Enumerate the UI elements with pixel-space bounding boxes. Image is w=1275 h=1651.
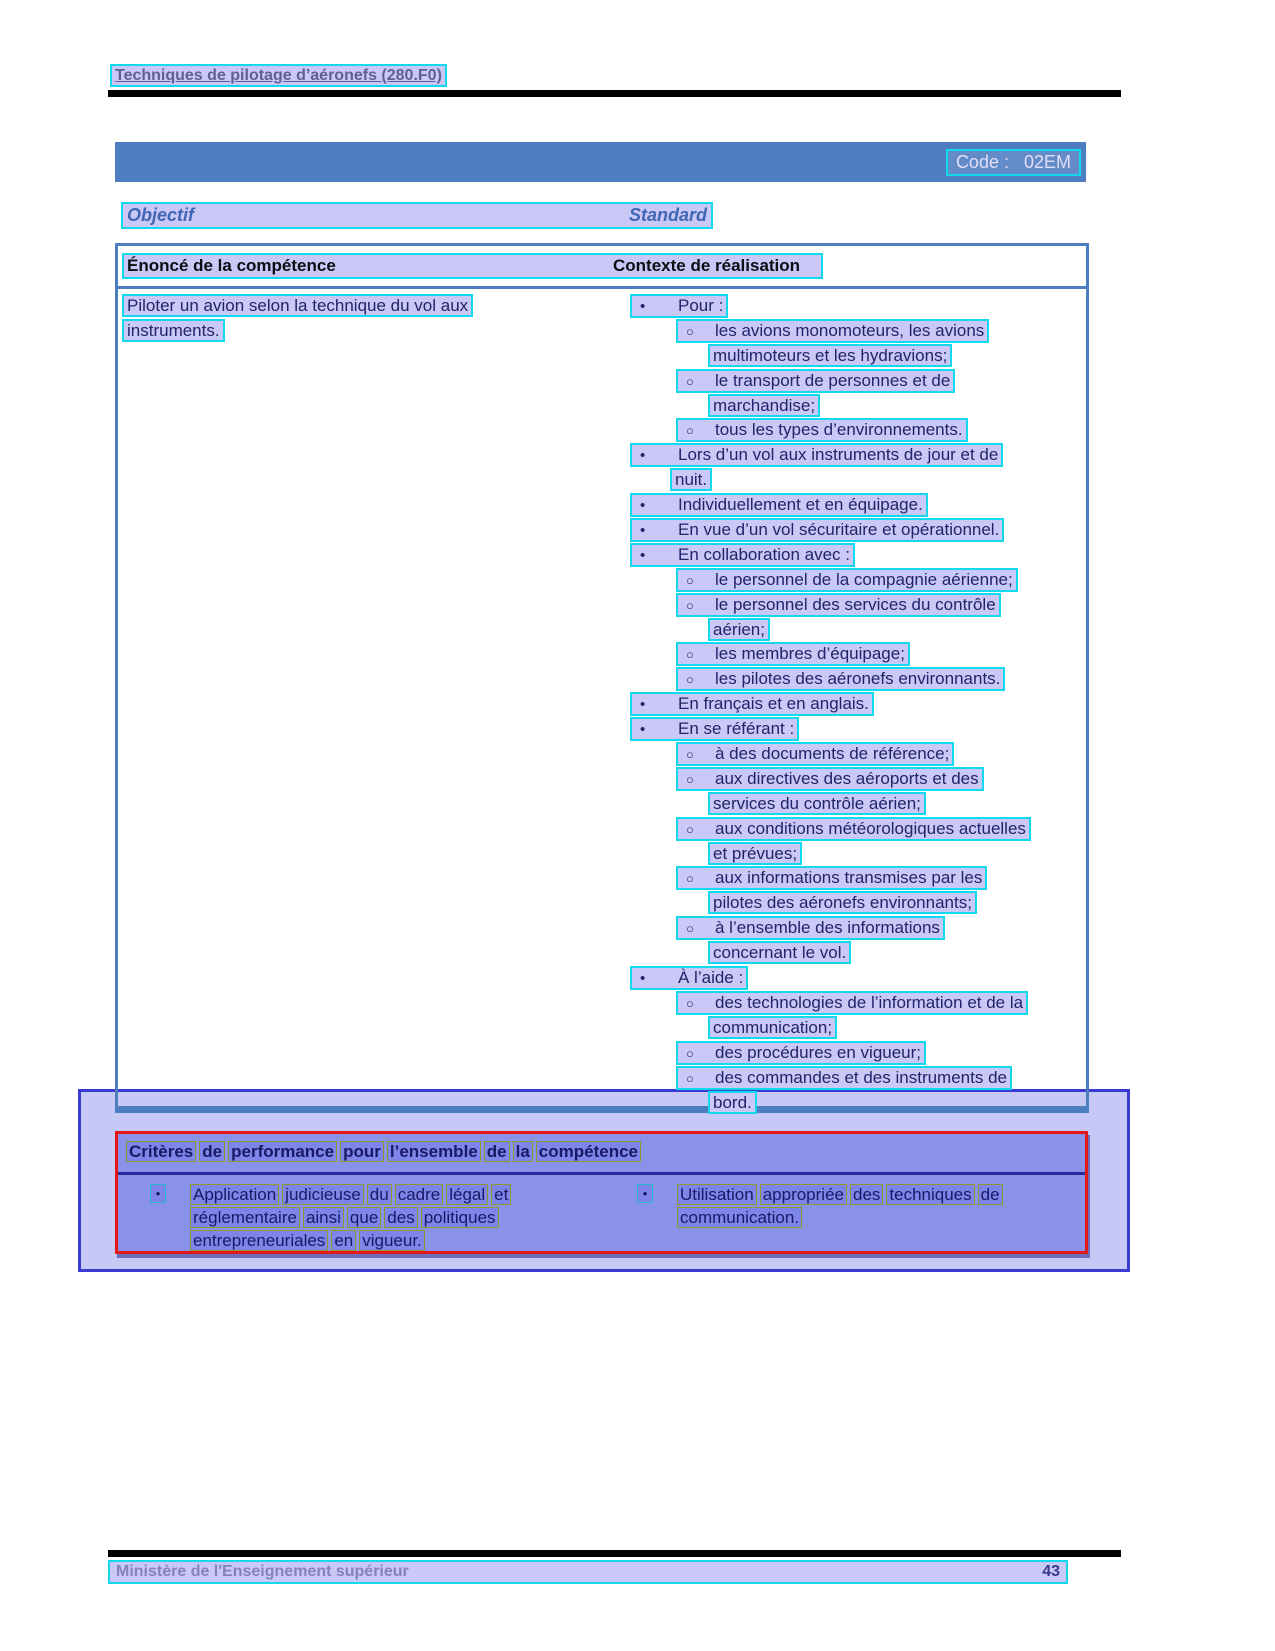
context-line-strip [676,568,1018,592]
context-line [630,593,1031,618]
context-line-text: En français et en anglais. [678,694,869,714]
context-line [630,717,1031,742]
context-list [630,294,1031,1115]
context-line-strip [630,294,728,318]
context-line [630,991,1031,1016]
context-line-text: des commandes et des instruments de [715,1067,1007,1087]
word-box: du [367,1184,392,1205]
context-line-text: aux informations transmises par les [715,868,983,888]
word-box: pour [340,1141,384,1162]
list-bullet-icon [681,918,715,938]
word-box: vigueur. [359,1230,425,1251]
footer-page-number: 43 [1042,1563,1060,1580]
list-bullet-icon [681,420,715,440]
context-line-text: à l’ensemble des informations [715,918,940,938]
context-line [630,1016,1031,1041]
context-line-strip [630,966,748,990]
context-line-strip [708,394,820,417]
context-line [630,966,1031,991]
context-line-strip [708,941,851,964]
criteria-title [126,1141,644,1162]
word-box: l’ensemble [387,1141,481,1162]
word-box: la [513,1141,533,1162]
context-line-text: bord. [713,1092,752,1112]
criteria-box [115,1131,1088,1254]
objectif-heading: Objectif [127,205,195,225]
list-bullet-icon [681,744,715,764]
context-line-strip [676,1066,1012,1090]
list-bullet-icon [635,495,678,515]
list-bullet-icon [635,545,678,565]
context-line-strip [708,618,770,641]
competence-line [122,294,473,319]
criteria-line-words [190,1184,514,1204]
list-bullet-icon [681,993,715,1013]
context-line-strip [676,418,968,442]
context-line [630,543,1031,568]
context-line [630,792,1031,817]
word-box: de [484,1141,510,1162]
context-line [630,817,1031,842]
list-bullet-icon [681,868,715,888]
context-line-text: Individuellement et en équipage. [678,495,923,515]
word-box: réglementaire [190,1207,300,1228]
context-line [630,742,1031,767]
context-line [630,443,1031,468]
context-line [630,369,1031,394]
header-rule [108,90,1121,97]
context-line-strip [630,717,799,741]
context-line [630,518,1031,543]
list-bullet-icon [635,719,678,739]
word-box: judicieuse [282,1184,364,1205]
context-line-text: aux conditions météorologiques actuelles [715,818,1026,838]
word-box: performance [228,1141,337,1162]
context-line [630,1041,1031,1066]
context-line-text: à des documents de référence; [715,744,950,764]
criteria-line [637,1207,1006,1230]
criteria-line [150,1207,514,1230]
word-box: en [331,1230,356,1251]
list-bullet-icon [681,669,715,689]
context-line [630,394,1031,419]
context-line-strip [630,692,874,716]
context-line [630,842,1031,867]
code-badge: Code : 02EM [946,149,1081,176]
standard-heading: Standard [628,205,707,225]
list-bullet-icon [681,595,715,615]
list-bullet-icon [681,321,715,341]
list-bullet-icon: • [150,1184,166,1203]
criteria-divider [118,1172,1085,1175]
context-line [630,667,1031,692]
word-box: de [199,1141,225,1162]
footer-ministry: Ministère de l'Enseignement supérieur [116,1563,409,1580]
context-line-text: des technologies de l’information et de la [715,992,1024,1012]
list-bullet-icon [635,520,678,540]
context-line-text: des procédures en vigueur; [715,1042,922,1062]
context-line [630,294,1031,319]
list-bullet-icon [681,371,715,391]
context-line [630,642,1031,667]
word-box: appropriée [760,1184,847,1205]
criteria-left-column [150,1184,514,1253]
context-line [630,418,1031,443]
list-bullet-icon [635,968,678,988]
context-line-strip [630,443,1003,467]
context-line-strip [676,742,954,766]
list-bullet-icon [681,1043,715,1063]
context-line-text: et prévues; [713,843,798,863]
context-line-strip [676,319,989,343]
competence-statement [122,294,473,344]
context-line-text: Pour : [678,296,724,315]
competence-line [122,319,473,344]
header-title: Techniques de pilotage d’aéronefs (280.F0) [110,64,447,87]
word-box: ainsi [303,1207,344,1228]
list-bullet-icon [681,769,715,789]
context-line-strip [708,792,926,815]
footer-row [108,1560,1068,1584]
list-bullet-icon [635,694,678,714]
word-box: que [347,1207,381,1228]
context-line-strip [676,642,910,666]
word-box: Utilisation [677,1184,757,1205]
context-line-strip [670,468,712,491]
context-line-strip [708,344,952,367]
context-line-text: les pilotes des aéronefs environnants. [715,669,1001,689]
context-line-strip [630,493,928,517]
criteria-line-words [190,1207,502,1227]
context-line-strip [676,991,1028,1015]
context-line-text: communication; [713,1017,833,1037]
context-line [630,319,1031,344]
context-line-strip [708,1016,837,1039]
criteria-line-words [677,1207,805,1227]
context-line-text: le personnel des services du contrôle [715,594,996,614]
criteria-line-words [190,1230,428,1250]
list-bullet-icon [681,644,715,664]
list-bullet-icon [681,819,715,839]
context-line-strip [676,817,1031,841]
criteria-overlay-box [78,1089,1130,1272]
context-line-strip [676,866,987,890]
context-line-text: multimoteurs et les hydravions; [713,345,948,365]
context-line-strip [676,916,945,940]
objectif-standard-row [121,202,713,229]
word-box: Critères [126,1141,196,1162]
context-line-text: En collaboration avec : [678,544,850,564]
list-bullet-icon [635,445,678,465]
word-box: et [491,1184,511,1205]
context-line-strip [676,593,1001,617]
context-line-text: le transport de personnes et de [715,370,951,390]
word-box: Application [190,1184,279,1205]
list-bullet-icon [635,296,678,316]
context-line [630,493,1031,518]
context-line-strip [708,1091,757,1114]
context-line-strip [676,369,955,393]
context-line-strip [676,767,984,791]
word-box: des [850,1184,883,1205]
context-line-text: tous les types d’environnements. [715,420,963,440]
code-banner [115,142,1086,182]
context-line-text: À l’aide : [678,968,744,988]
table-header-divider [117,286,1087,289]
footer-rule [108,1550,1121,1557]
context-line-text: les avions monomoteurs, les avions [715,320,985,340]
context-line-text: marchandise; [713,395,816,415]
criteria-line [150,1230,514,1253]
context-line [630,916,1031,941]
context-line-text: concernant le vol. [713,943,847,963]
context-line-text: les membres d’équipage; [715,644,905,664]
word-box: entrepreneuriales [190,1230,328,1251]
context-line-text: En vue d’un vol sécuritaire et opérationnel. [678,520,1000,540]
word-box: légal [446,1184,488,1205]
word-box: politiques [421,1207,499,1228]
competence-table [115,243,1089,1113]
context-line-text: En se référant : [678,719,795,739]
criteria-line-words [677,1184,1006,1204]
col2-header: Contexte de réalisation [613,256,801,275]
context-line-text: aérien; [713,619,765,639]
context-line-strip [708,891,977,914]
list-bullet-icon: • [637,1184,653,1203]
context-line [630,891,1031,916]
criteria-line [637,1184,1006,1207]
context-line-text: nuit. [675,470,708,490]
context-line [630,692,1031,717]
word-box: des [384,1207,417,1228]
context-line-strip [676,667,1005,691]
context-line [630,866,1031,891]
context-line-strip [676,1041,926,1065]
word-box: de [978,1184,1003,1205]
list-bullet-icon [681,1068,715,1088]
context-line-text: Lors d’un vol aux instruments de jour et de [678,445,999,465]
col1-header: Énoncé de la compétence [127,256,336,275]
context-line [630,1091,1031,1116]
context-line [630,767,1031,792]
context-line-strip [708,842,802,865]
criteria-line [150,1184,514,1207]
context-line [630,568,1031,593]
word-box: techniques [886,1184,974,1205]
table-header-row [122,253,823,279]
running-header [110,64,447,87]
criteria-right-column [637,1184,1006,1230]
context-line-strip [630,543,855,567]
context-line-strip [630,518,1004,542]
context-line [630,468,1031,493]
context-line-text: services du contrôle aérien; [713,793,921,813]
context-line-text: le personnel de la compagnie aérienne; [715,569,1013,589]
context-line [630,618,1031,643]
competence-line-text: Piloter un avion selon la technique du vol aux [122,294,473,317]
word-box: cadre [395,1184,444,1205]
context-line-text: aux directives des aéroports et des [715,768,979,788]
context-line [630,941,1031,966]
word-box: compétence [536,1141,641,1162]
context-line [630,1066,1031,1091]
context-line [630,344,1031,369]
list-bullet-icon [681,570,715,590]
word-box: communication. [677,1207,802,1228]
context-line-text: pilotes des aéronefs environnants; [713,893,972,913]
competence-line-text: instruments. [122,319,225,342]
